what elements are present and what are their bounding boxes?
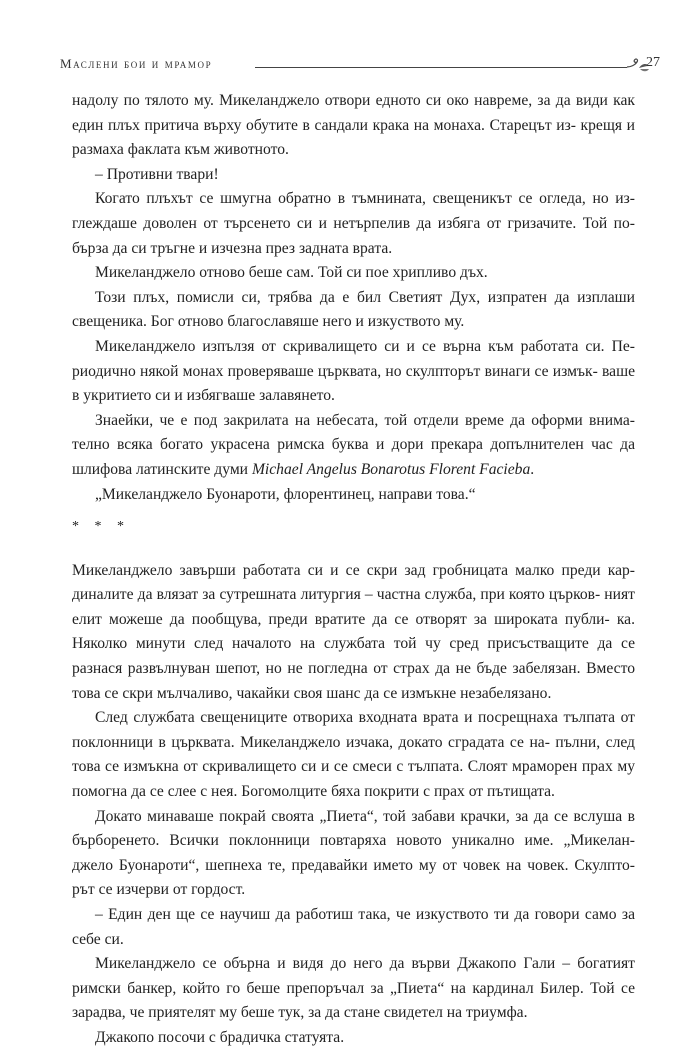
paragraph: Този плъх, помисли си, трябва да е бил Светият Дух, изпратен да изплаши свещеника. Бог отново благославяше него и изкуството му.	[72, 288, 635, 331]
paragraph: След службата свещениците отвориха входната врата и посрещнаха тълпата от поклонници в църквата. Микеланджело изчака, докато сградата се на- пълни, след това се измъкна от скривалището си и се смеси с тълпата. Слоят мраморен прах му помогна да се слее с нея. Богомолците бяха покрити с прах от пътищата.	[72, 709, 635, 801]
page-number: 27	[646, 55, 660, 70]
page-body	[72, 89, 635, 1051]
paragraph: надолу по тялото му. Микеланджело отвори едното си око навреме, за да види как един плъх притича върху обутите в сандали крака на монаха. Старецът из- крещя и размаха факлата към животното.	[72, 92, 635, 159]
dialogue-line: – Противни твари!	[95, 165, 219, 183]
paragraph: Когато плъхът се шмугна обратно в тъмнината, свещеникът се огледа, но из- глеждаше доволен от търсенето си и нетърпелив да избяга от гризачите. Той по- бърза да си тръгне и изчезна през задната врата.	[72, 190, 635, 257]
latin-inscription: Michael Angelus Bonarotus Florent Facieba	[251, 460, 531, 478]
paragraph	[72, 409, 635, 483]
section-separator: * * *	[72, 519, 130, 535]
page-header	[60, 52, 660, 78]
paragraph: Микеланджело се обърна и видя до него да върви Джакопо Гали – богатият римски банкер, който го беше препоръчал за „Пиета“ на кардинал Билер. Той се зарадва, че приятелят му беше тук, за да стане свидетел на триумфа.	[72, 955, 635, 1022]
paragraph: Микеланджело завърши работата си и се скри зад гробницата малко преди кар- диналите да влязат за сутрешната литургия – частна служба, при която църков- ният елит можеше да пообщува, преди вратите да се отворят за широката публи- ка. Няколко минути след началото на службата той чу сред присъстващите да се разнася развълнуван шепот, но не погледна от страх да не бъде забелязан. Вместо това се скри мълчаливо, чакайки своя шанс да се измъкне незабелязано.	[72, 561, 635, 702]
paragraph: Микеланджело отново беше сам. Той си пое хрипливо дъх.	[95, 264, 488, 282]
dialogue-line: – Един ден ще се научиш да работиш така, че изкуството ти да говори само за себе си.	[72, 906, 635, 948]
paragraph: Микеланджело изпълзя от скривалището си и се върна към работата си. Пе- риодично някой монах проверяваше църквата, но скулпторът винаги се измък- ваше в укритието си и избягваше залавянето.	[72, 337, 635, 405]
header-rule	[255, 67, 627, 68]
paragraph-text: Знаейки, че е под закрилата на небесата, той отдели време да оформи внима- телно всяка богато украсена римска буква и дори прекара допълнителен час да шлифова латинските думи	[72, 411, 635, 478]
paragraph: Докато минаваше покрай своята „Пиета“, той забави крачки, за да се вслуша в бърборенето. Всички поклонници повтаряха новото уникално име. „Микелан- джело Буонароти“, шепнеха те, предавайки името му от човек на човек. Скулпто- рът се изчерви от гордост.	[72, 807, 635, 899]
paragraph: Джакопо посочи с брадичка статуята.	[95, 1028, 345, 1046]
running-title: Маслени бои и мрамор	[60, 56, 213, 71]
paragraph-text: .	[530, 460, 535, 478]
quote-line: „Микеланджело Буонароти, флорентинец, направи това.“	[95, 485, 476, 503]
